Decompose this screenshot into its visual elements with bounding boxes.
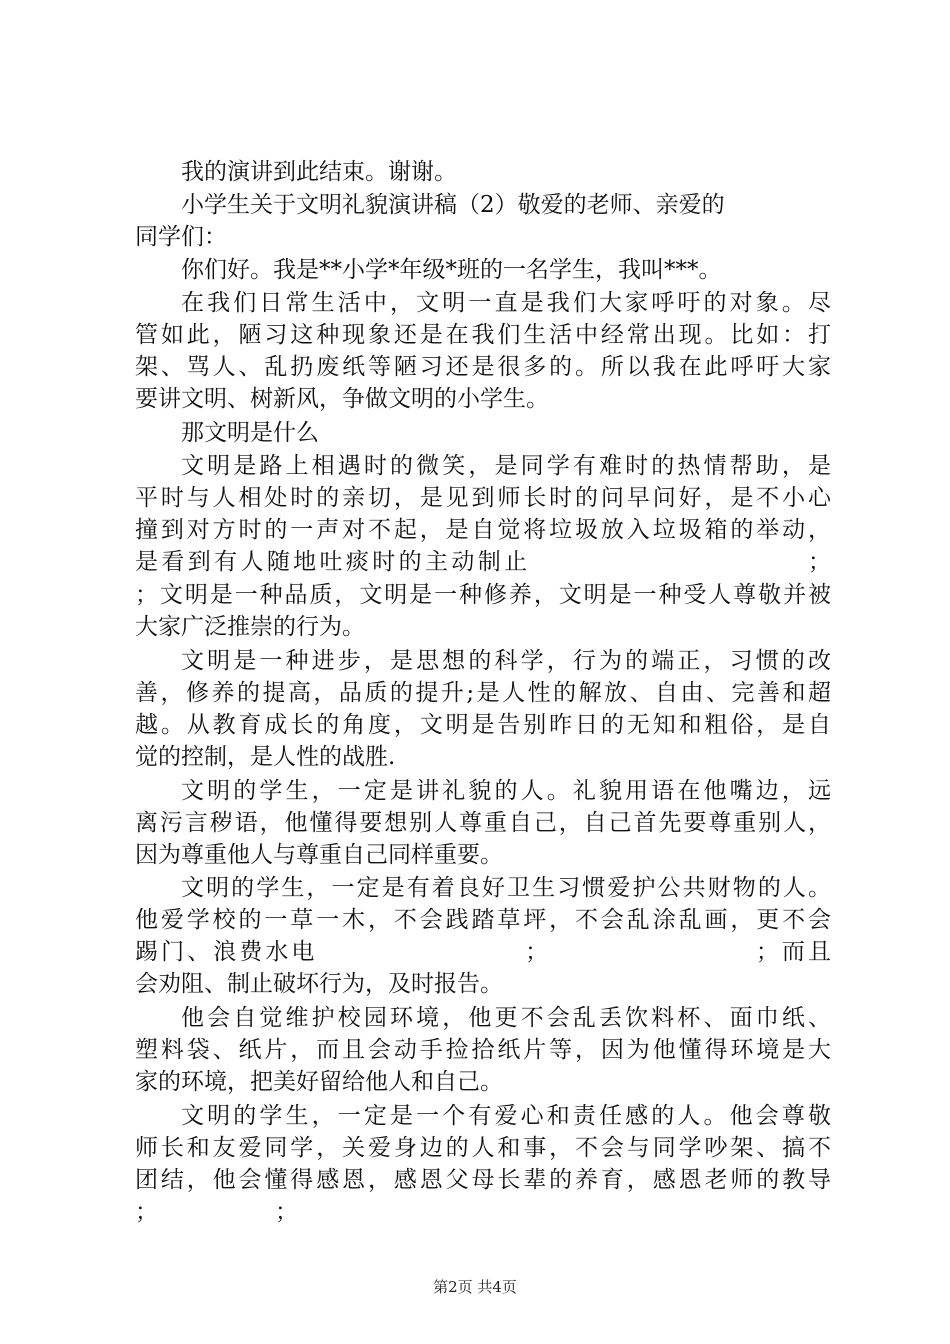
text-line: 在我们日常生活中，文明一直是我们大家呼吁的对象。尽 <box>181 290 831 316</box>
text-line: 小学生关于文明礼貌演讲稿（2）敬爱的老师、亲爱的 <box>181 192 725 218</box>
text-line: 撞到对方时的一声对不起，是自觉将垃圾放入垃圾箱的举动， <box>135 517 831 543</box>
text-line: 要讲文明、树新风，争做文明的小学生。 <box>135 386 549 412</box>
text-line: 越。从教育成长的角度，文明是告别昨日的无知和粗俗，是自 <box>135 712 831 738</box>
text-line: 觉的控制，是人性的战胜. <box>135 744 396 770</box>
text-line: 他会自觉维护校园环境，他更不会乱丢饮料杯、面巾纸、 <box>181 1005 831 1031</box>
text-line: 因为尊重他人与尊重自己同样重要。 <box>135 842 503 868</box>
text-line: 会劝阻、制止破坏行为，及时报告。 <box>135 971 503 997</box>
text-line: 文明的学生，一定是一个有爱心和责任感的人。他会尊敬 <box>181 1103 831 1129</box>
text-line: 架、骂人、乱扔废纸等陋习还是很多的。所以我在此呼吁大家 <box>135 354 831 380</box>
text-line: 师长和友爱同学，关爱身边的人和事，不会与同学吵架、搞不 <box>135 1135 831 1161</box>
text-line: 他爱学校的一草一木，不会践踏草坪，不会乱涂乱画，更不会 <box>135 907 831 933</box>
text-line: 你们好。我是**小学*年级*班的一名学生，我叫***。 <box>181 257 722 283</box>
text-line: 离污言秽语，他懂得要想别人尊重自己，自己首先要尊重别人， <box>135 810 831 836</box>
text-line: 踢门、浪费水电 ； ；而且 <box>135 939 831 965</box>
text-line: 家的环境，把美好留给他人和自己。 <box>135 1069 503 1095</box>
text-line: 那文明是什么 <box>181 420 319 446</box>
text-line: 文明是一种进步，是思想的科学，行为的端正，习惯的改 <box>181 648 831 674</box>
text-line: 团结，他会懂得感恩，感恩父母长辈的养育，感恩老师的教导 <box>135 1167 831 1193</box>
text-line: 文明的学生，一定是讲礼貌的人。礼貌用语在他嘴边，远 <box>181 778 831 804</box>
text-line: 文明是路上相遇时的微笑，是同学有难时的热情帮助，是 <box>181 453 831 479</box>
text-line: 大家广泛推崇的行为。 <box>135 614 365 640</box>
text-line: 文明的学生，一定是有着良好卫生习惯爱护公共财物的人。 <box>181 875 831 901</box>
text-line: ；文明是一种品质，文明是一种修养，文明是一种受人尊敬并被 <box>135 582 831 608</box>
text-line: 是看到有人随地吐痰时的主动制止 ； <box>135 549 831 575</box>
text-line: 善，修养的提高，品质的提升;是人性的解放、自由、完善和超 <box>135 680 831 706</box>
page-footer: 第2页 共4页 <box>433 1278 517 1296</box>
text-line: 我的演讲到此结束。谢谢。 <box>181 159 457 185</box>
text-line: 平时与人相处时的亲切，是见到师长时的问早问好，是不小心 <box>135 485 831 511</box>
text-line: 塑料袋、纸片，而且会动手捡拾纸片等，因为他懂得环境是大 <box>135 1037 831 1063</box>
text-line: ； ； <box>135 1199 298 1225</box>
text-line: 同学们： <box>135 224 227 250</box>
text-line: 管如此，陋习这种现象还是在我们生活中经常出现。比如：打 <box>135 322 831 348</box>
